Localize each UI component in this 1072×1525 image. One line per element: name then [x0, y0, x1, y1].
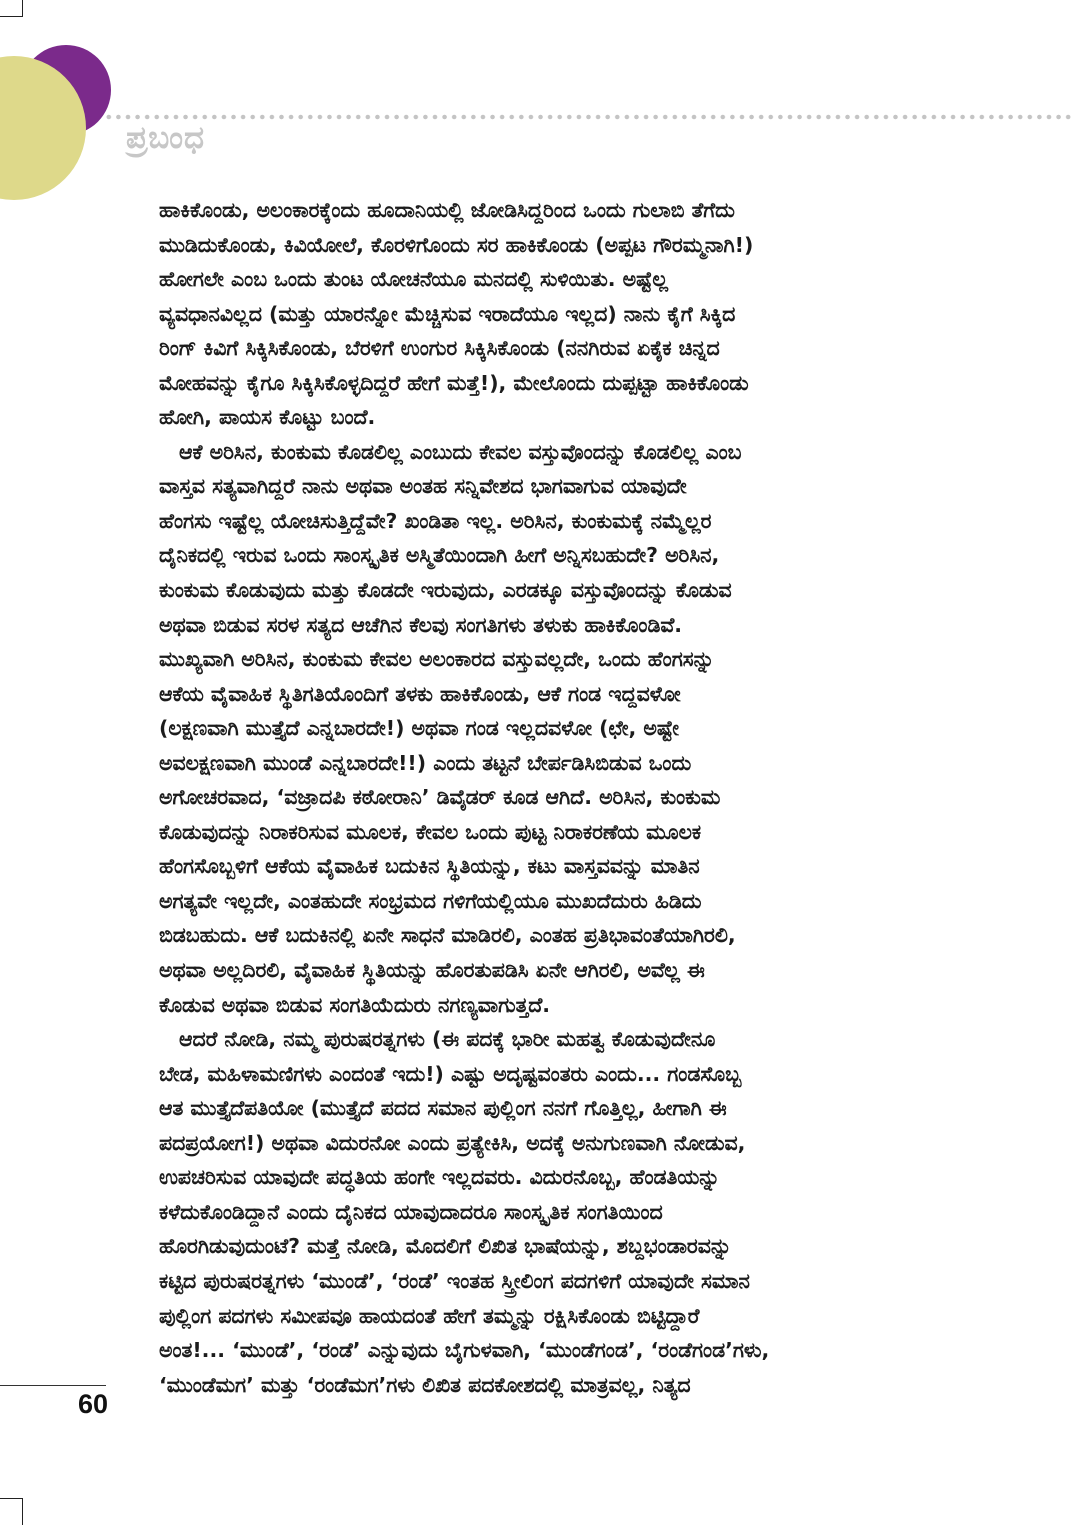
- text-line: ‘ಮುಂಡೆಮಗ’ ಮತ್ತು ‘ರಂಡೆಮಗ’ಗಳು ಲಿಖಿತ ಪದಕೋಶದಲ್ಲಿ ಮಾತ್ರವಲ್ಲ, ನಿತ್ಯದ: [159, 1372, 691, 1397]
- text-line: ಅಥವಾ ಅಲ್ಲದಿರಲಿ, ವೈವಾಹಿಕ ಸ್ಥಿತಿಯನ್ನು ಹೊರತುಪಡಿಸಿ ಏನೇ ಆಗಿರಲಿ, ಅವೆಲ್ಲ ಈ: [159, 958, 705, 983]
- text-line: ಆತ ಮುತ್ತೈದೆಪತಿಯೋ (ಮುತ್ತೈದೆ ಪದದ ಸಮಾನ ಪುಲ್ಲಿಂಗ ನನಗೆ ಗೊತ್ತಿಲ್ಲ, ಹೀಗಾಗಿ ಈ: [159, 1096, 727, 1121]
- text-line: ಕಟ್ಟಿದ ಪುರುಷರತ್ನಗಳು ‘ಮುಂಡೆ’, ‘ರಂಡೆ’ ಇಂತಹ ಸ್ತ್ರೀಲಿಂಗ ಪದಗಳಿಗೆ ಯಾವುದೇ ಸಮಾನ: [159, 1268, 750, 1293]
- crop-mark-top-left: [0, 16, 23, 17]
- section-title: ಪ್ರಬಂಧ: [126, 120, 205, 156]
- crop-mark-bottom-left: [22, 1498, 23, 1525]
- text-line: ಕುಂಕುಮ ಕೊಡುವುದು ಮತ್ತು ಕೊಡದೇ ಇರುವುದು, ಎರಡಕ್ಕೂ ವಸ್ತುವೊಂದನ್ನು ಕೊಡುವ: [159, 578, 732, 603]
- page-number: 60: [78, 1389, 109, 1419]
- text-line: ಪುಲ್ಲಿಂಗ ಪದಗಳು ಸಮೀಪವೂ ಹಾಯದಂತೆ ಹೇಗೆ ತಮ್ಮನ್ನು ರಕ್ಷಿಸಿಕೊಂಡು ಬಿಟ್ಟಿದ್ದಾರೆ: [159, 1303, 700, 1328]
- text-line: ಹೆಂಗಸು ಇಷ್ಟೆಲ್ಲ ಯೋಚಿಸುತ್ತಿದ್ದೆವೇ? ಖಂಡಿತಾ ಇಲ್ಲ. ಅರಿಸಿನ, ಕುಂಕುಮಕ್ಕೆ ನಮ್ಮೆಲ್ಲರ: [159, 508, 712, 533]
- text-line: ಅವಲಕ್ಷಣವಾಗಿ ಮುಂಡೆ ಎನ್ನಬಾರದೇ!!) ಎಂದು ತಟ್ಟನೆ ಬೇರ್ಪಡಿಸಿಬಿಡುವ ಒಂದು: [159, 750, 692, 775]
- dotted-rule: [104, 114, 1072, 120]
- text-line: ಬೇಡ, ಮಹಿಳಾಮಣಿಗಳು ಎಂದಂತೆ ಇದು!) ಎಷ್ಟು ಅದೃಷ್ಟವಂತರು ಎಂದು... ಗಂಡಸೊಬ್ಬ: [159, 1061, 742, 1086]
- text-line: ಮುಖ್ಯವಾಗಿ ಅರಿಸಿನ, ಕುಂಕುಮ ಕೇವಲ ಅಲಂಕಾರದ ವಸ್ತುವಲ್ಲದೇ, ಒಂದು ಹೆಂಗಸನ್ನು: [159, 647, 715, 672]
- text-line: ವಾಸ್ತವ ಸತ್ಯವಾಗಿದ್ದರೆ ನಾನು ಅಥವಾ ಅಂತಹ ಸನ್ನಿವೇಶದ ಭಾಗವಾಗುವ ಯಾವುದೇ: [159, 474, 687, 499]
- text-line: ಹೋಗಲೇ ಎಂಬ ಒಂದು ತುಂಟ ಯೋಚನೆಯೂ ಮನದಲ್ಲಿ ಸುಳಿಯಿತು. ಅಷ್ಟೆಲ್ಲ: [159, 267, 669, 292]
- text-line: ಉಪಚರಿಸುವ ಯಾವುದೇ ಪದ್ಧತಿಯ ಹಂಗೇ ಇಲ್ಲದವರು. ವಿದುರನೊಬ್ಬ, ಹೆಂಡತಿಯನ್ನು: [159, 1165, 720, 1190]
- text-line: ಹಾಕಿಕೊಂಡು, ಅಲಂಕಾರಕ್ಕೆಂದು ಹೂದಾನಿಯಲ್ಲಿ ಜೋಡಿಸಿದ್ದರಿಂದ ಒಂದು ಗುಲಾಬಿ ತೆಗೆದು: [159, 198, 735, 222]
- text-line: ಮುಡಿದುಕೊಂಡು, ಕಿವಿಯೋಲೆ, ಕೊರಳಿಗೊಂದು ಸರ ಹಾಕಿಕೊಂಡು (ಅಪ್ಪಟ ಗೌರಮ್ಮನಾಗಿ!): [159, 232, 754, 257]
- text-line: ಬಿಡಬಹುದು. ಆಕೆ ಬದುಕಿನಲ್ಲಿ ಏನೇ ಸಾಧನೆ ಮಾಡಿರಲಿ, ಎಂತಹ ಪ್ರತಿಭಾವಂತೆಯಾಗಿರಲಿ,: [159, 923, 736, 948]
- text-line: ವ್ಯವಧಾನವಿಲ್ಲದ (ಮತ್ತು ಯಾರನ್ನೋ ಮೆಚ್ಚಿಸುವ ಇರಾದೆಯೂ ಇಲ್ಲದ) ನಾನು ಕೈಗೆ ಸಿಕ್ಕಿದ: [159, 301, 736, 326]
- crop-mark-bottom-left: [0, 1498, 23, 1499]
- text-line: ಹೊರಗಿಡುವುದುಂಟೆ? ಮತ್ತೆ ನೋಡಿ, ಮೊದಲಿಗೆ ಲಿಖಿತ ಭಾಷೆಯನ್ನು, ಶಬ್ದಭಂಡಾರವನ್ನು: [159, 1234, 732, 1259]
- text-line: (ಲಕ್ಷಣವಾಗಿ ಮುತ್ತೈದೆ ಎನ್ನಬಾರದೇ!) ಅಥವಾ ಗಂಡ ಇಲ್ಲದವಳೋ (ಛೇ, ಅಷ್ಟೇ: [159, 716, 679, 741]
- text-line: ಅಥವಾ ಬಿಡುವ ಸರಳ ಸತ್ಯದ ಆಚೆಗಿನ ಕೆಲವು ಸಂಗತಿಗಳು ತಳುಕು ಹಾಕಿಕೊಂಡಿವೆ.: [159, 612, 683, 637]
- text-line: ಅಂತ!... ‘ಮುಂಡೆ’, ‘ರಂಡೆ’ ಎನ್ನುವುದು ಬೈಗುಳವಾಗಿ, ‘ಮುಂಡೆಗಂಡ’, ‘ರಂಡೆಗಂಡ’ಗಳು,: [159, 1338, 770, 1363]
- text-line: ಕಳೆದುಕೊಂಡಿದ್ದಾನೆ ಎಂದು ದೈನಿಕದ ಯಾವುದಾದರೂ ಸಾಂಸ್ಕೃತಿಕ ಸಂಗತಿಯಿಂದ: [159, 1199, 663, 1224]
- text-line: ಅಗೋಚರವಾದ, ‘ವಜ್ರಾದಪಿ ಕಠೋರಾನಿ’ ಡಿವೈಡರ್ ಕೂಡ ಆಗಿದೆ. ಅರಿಸಿನ, ಕುಂಕುಮ: [159, 785, 721, 810]
- text-line: ಆಕೆ ಅರಿಸಿನ, ಕುಂಕುಮ ಕೊಡಲಿಲ್ಲ ಎಂಬುದು ಕೇವಲ ವಸ್ತುವೊಂದನ್ನು ಕೊಡಲಿಲ್ಲ ಎಂಬ: [179, 439, 742, 464]
- text-line: ರಿಂಗ್ ಕಿವಿಗೆ ಸಿಕ್ಕಿಸಿಕೊಂಡು, ಬೆರಳಿಗೆ ಉಂಗುರ ಸಿಕ್ಕಿಸಿಕೊಂಡು (ನನಗಿರುವ ಏಕೈಕ ಚಿನ್ನದ: [159, 336, 720, 361]
- text-line: ದೈನಿಕದಲ್ಲಿ ಇರುವ ಒಂದು ಸಾಂಸ್ಕೃತಿಕ ಅಸ್ಮಿತೆಯಿಂದಾಗಿ ಹೀಗೆ ಅನ್ನಿಸಬಹುದೇ? ಅರಿಸಿನ,: [159, 543, 720, 568]
- text-line: ಕೊಡುವ ಅಥವಾ ಬಿಡುವ ಸಂಗತಿಯೆದುರು ನಗಣ್ಯವಾಗುತ್ತದೆ.: [159, 992, 551, 1017]
- text-line: ಆಕೆಯ ವೈವಾಹಿಕ ಸ್ಥಿತಿಗತಿಯೊಂದಿಗೆ ತಳಕು ಹಾಕಿಕೊಂಡು, ಆಕೆ ಗಂಡ ಇದ್ದವಳೋ: [159, 681, 681, 706]
- text-line: ಹೆಂಗಸೊಬ್ಬಳಿಗೆ ಆಕೆಯ ವೈವಾಹಿಕ ಬದುಕಿನ ಸ್ಥಿತಿಯನ್ನು, ಕಟು ವಾಸ್ತವವನ್ನು ಮಾತಿನ: [159, 854, 700, 879]
- text-line: ಅಗತ್ಯವೇ ಇಲ್ಲದೇ, ಎಂತಹುದೇ ಸಂಭ್ರಮದ ಗಳಿಗೆಯಲ್ಲಿಯೂ ಮುಖದೆದುರು ಹಿಡಿದು: [159, 888, 702, 913]
- text-line: ಕೊಡುವುದನ್ನು ನಿರಾಕರಿಸುವ ಮೂಲಕ, ಕೇವಲ ಒಂದು ಪುಟ್ಟ ನಿರಾಕರಣೆಯ ಮೂಲಕ: [159, 819, 702, 844]
- header-decoration: [0, 40, 120, 210]
- text-line: ಪದಪ್ರಯೋಗ!) ಅಥವಾ ವಿದುರನೋ ಎಂದು ಪ್ರತ್ಯೇಕಿಸಿ, ಅದಕ್ಕೆ ಅನುಗುಣವಾಗಿ ನೋಡುವ,: [159, 1130, 746, 1155]
- text-line: ಹೋಗಿ, ಪಾಯಸ ಕೊಟ್ಟು ಬಂದೆ.: [159, 405, 376, 430]
- text-line: ಮೋಹವನ್ನು ಕೈಗೂ ಸಿಕ್ಕಿಸಿಕೊಳ್ಳದಿದ್ದರೆ ಹೇಗೆ ಮತ್ತೆ!), ಮೇಲೊಂದು ದುಪ್ಪಟ್ಟಾ ಹಾಕಿಕೊಂಡು: [159, 370, 749, 395]
- crop-mark-top-left: [22, 0, 23, 16]
- text-line: ಆದರೆ ನೋಡಿ, ನಮ್ಮ ಪುರುಷರತ್ನಗಳು (ಈ ಪದಕ್ಕೆ ಭಾರೀ ಮಹತ್ವ ಕೊಡುವುದೇನೂ: [179, 1027, 716, 1052]
- article-body: [159, 193, 919, 1402]
